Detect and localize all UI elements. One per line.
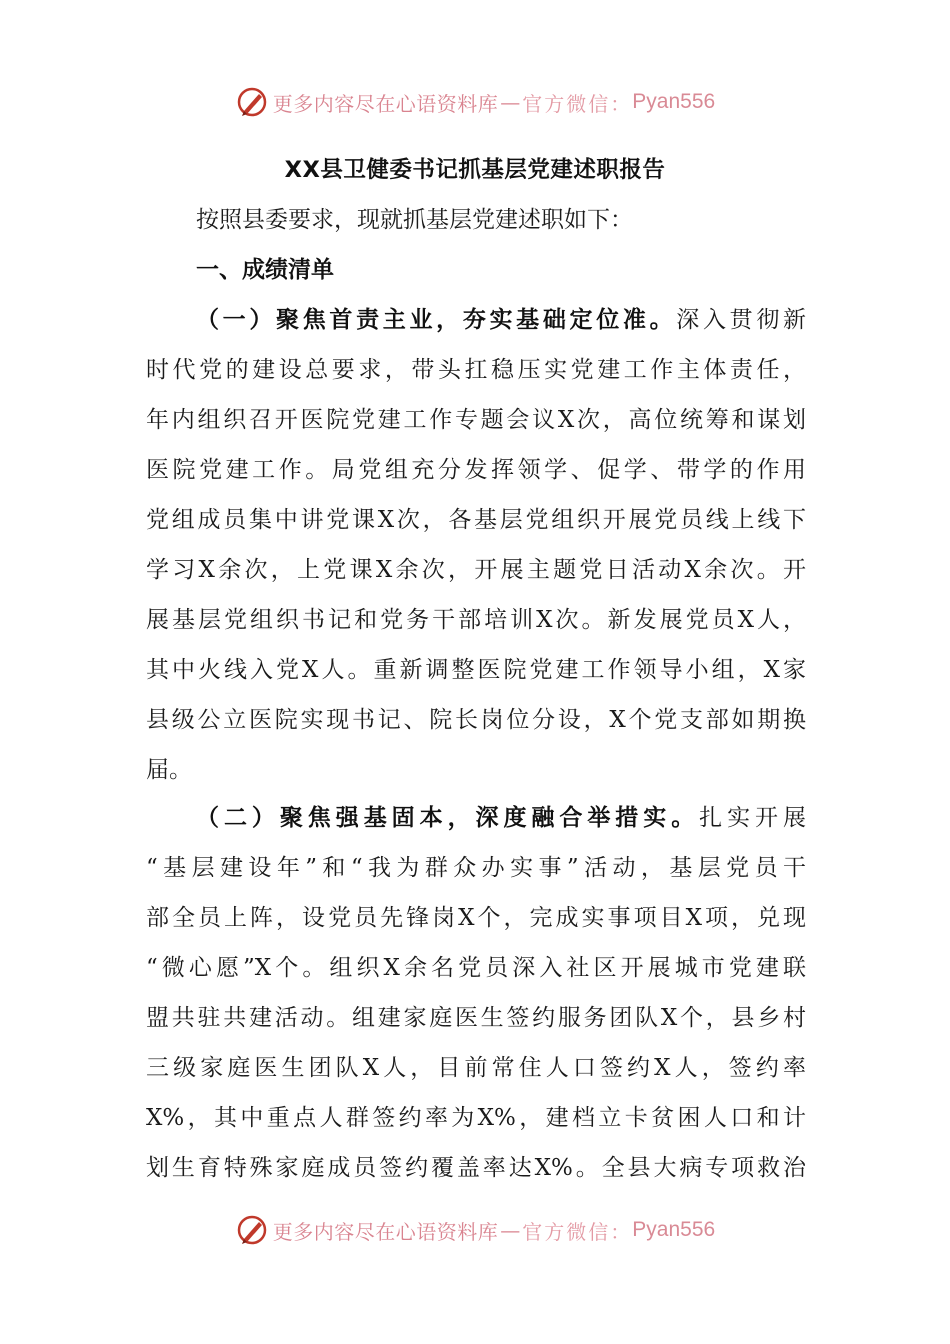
- paragraph-1-line: 其中火线入党X人。重新调整医院党建工作领导小组，X家: [146, 657, 806, 683]
- paragraph-2-line: “微心愿”X个。组织X余名党员深入社区开展城市党建联: [146, 955, 806, 981]
- paragraph-2-line: 划生育特殊家庭成员签约覆盖率达X%。全县大病专项救治: [146, 1155, 806, 1181]
- paragraph-1-line: 学习X余次，上党课X余次，开展主题党日活动X余次。开: [146, 557, 806, 583]
- paragraph-2-line: 部全员上阵，设党员先锋岗X个，完成实事项目X项，兑现: [146, 905, 806, 931]
- header-watermark-banner: [0, 82, 950, 122]
- paragraph-1-line: 医院党建工作。局党组充分发挥领学、促学、带学的作用: [146, 457, 806, 483]
- pen-logo-icon: [235, 85, 269, 119]
- banner-wechat-label: 官方微信：: [522, 1219, 633, 1244]
- paragraph-2-lead: （二）聚焦强基固本，深度融合举措实。: [196, 805, 700, 831]
- banner-wechat-id: Pyan556: [632, 90, 716, 113]
- paragraph-1-line: 展基层党组织书记和党务干部培训X次。新发展党员X人，: [146, 607, 806, 633]
- paragraph-2-line: X%，其中重点人群签约率为X%，建档立卡贫困人口和计: [146, 1105, 806, 1131]
- paragraph-1-text: 深入贯彻新: [676, 307, 807, 333]
- paragraph-1-line: 届。: [146, 757, 192, 783]
- banner-text: 更多内容尽在心语资料库: [272, 91, 499, 116]
- paragraph-1-line: 县级公立医院实现书记、院长岗位分设，X个党支部如期换: [146, 707, 806, 733]
- document-title: XX县卫健委书记抓基层党建述职报告: [284, 157, 666, 183]
- banner-dash: —: [500, 1218, 521, 1242]
- paragraph-2-line: “基层建设年”和“我为群众办实事”活动，基层党员干: [146, 855, 806, 881]
- footer-watermark-banner: [0, 1210, 950, 1250]
- paragraph-2-text: 扎实开展: [699, 805, 807, 831]
- banner-text: 更多内容尽在心语资料库: [272, 1219, 499, 1244]
- paragraph-1-line: 党组成员集中讲党课X次，各基层党组织开展党员线上线下: [146, 507, 806, 533]
- paragraph-1-lead: （一）聚焦首责主业，夯实基础定位准。: [196, 307, 677, 333]
- section-heading: 一、成绩清单: [196, 257, 334, 283]
- paragraph-1-line: [196, 303, 806, 337]
- banner-wechat-label: 官方微信：: [522, 91, 633, 116]
- pen-logo-icon: [235, 1213, 269, 1247]
- paragraph-2-line: 盟共驻共建活动。组建家庭医生签约服务团队X个，县乡村: [146, 1005, 806, 1031]
- paragraph-1-line: 时代党的建设总要求，带头扛稳压实党建工作主体责任，: [146, 357, 806, 383]
- paragraph-2-line: [196, 801, 806, 835]
- paragraph-2-line: 三级家庭医生团队X人，目前常住人口签约X人，签约率: [146, 1055, 806, 1081]
- paragraph-1-line: 年内组织召开医院党建工作专题会议X次，高位统筹和谋划: [146, 407, 806, 433]
- intro-line: 按照县委要求，现就抓基层党建述职如下：: [196, 207, 633, 233]
- banner-dash: —: [500, 90, 521, 114]
- banner-wechat-id: Pyan556: [632, 1218, 716, 1241]
